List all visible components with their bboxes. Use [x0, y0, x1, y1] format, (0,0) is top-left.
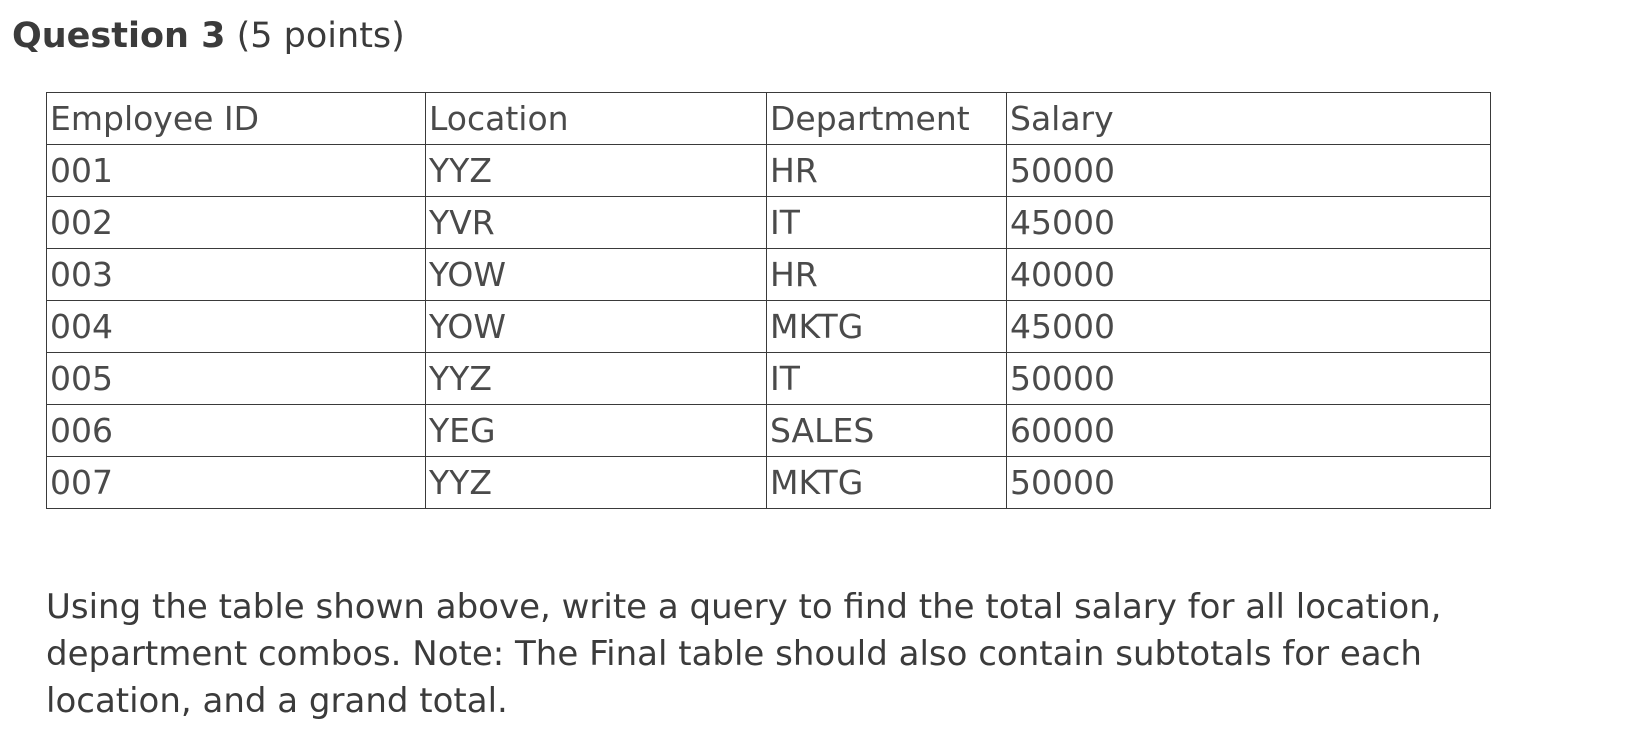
- header-location: Location: [426, 93, 767, 145]
- cell-salary: 50000: [1007, 353, 1491, 405]
- table-row: [47, 249, 1491, 301]
- cell-employee-id: 003: [47, 249, 426, 301]
- cell-salary: 45000: [1007, 197, 1491, 249]
- cell-location: YVR: [426, 197, 767, 249]
- header-employee-id: Employee ID: [47, 93, 426, 145]
- cell-employee-id: 002: [47, 197, 426, 249]
- cell-employee-id: 007: [47, 457, 426, 509]
- cell-employee-id: 005: [47, 353, 426, 405]
- cell-location: YYZ: [426, 457, 767, 509]
- table-row: [47, 301, 1491, 353]
- cell-department: IT: [767, 353, 1007, 405]
- header-salary: Salary: [1007, 93, 1491, 145]
- cell-employee-id: 006: [47, 405, 426, 457]
- table-row: [47, 353, 1491, 405]
- cell-department: SALES: [767, 405, 1007, 457]
- question-prompt: Using the table shown above, write a query to find the total salary for all location, department combos. Note: The Final table should also contain subtotals for each location, and a grand total.: [46, 587, 1442, 721]
- cell-department: MKTG: [767, 457, 1007, 509]
- table-row: [47, 197, 1491, 249]
- question-title: Question 3: [12, 16, 226, 56]
- table-row: [47, 405, 1491, 457]
- question-header: [12, 16, 405, 56]
- table-header-row: [47, 93, 1491, 145]
- cell-department: IT: [767, 197, 1007, 249]
- cell-location: YOW: [426, 249, 767, 301]
- cell-department: MKTG: [767, 301, 1007, 353]
- table-row: [47, 457, 1491, 509]
- cell-salary: 50000: [1007, 145, 1491, 197]
- cell-salary: 45000: [1007, 301, 1491, 353]
- question-points: (5 points): [236, 16, 405, 56]
- cell-salary: 60000: [1007, 405, 1491, 457]
- cell-department: HR: [767, 145, 1007, 197]
- header-department: Department: [767, 93, 1007, 145]
- employee-table: [46, 92, 1491, 509]
- cell-location: YYZ: [426, 145, 767, 197]
- cell-employee-id: 001: [47, 145, 426, 197]
- table-row: [47, 145, 1491, 197]
- cell-location: YYZ: [426, 353, 767, 405]
- cell-location: YOW: [426, 301, 767, 353]
- cell-department: HR: [767, 249, 1007, 301]
- cell-employee-id: 004: [47, 301, 426, 353]
- cell-location: YEG: [426, 405, 767, 457]
- cell-salary: 50000: [1007, 457, 1491, 509]
- cell-salary: 40000: [1007, 249, 1491, 301]
